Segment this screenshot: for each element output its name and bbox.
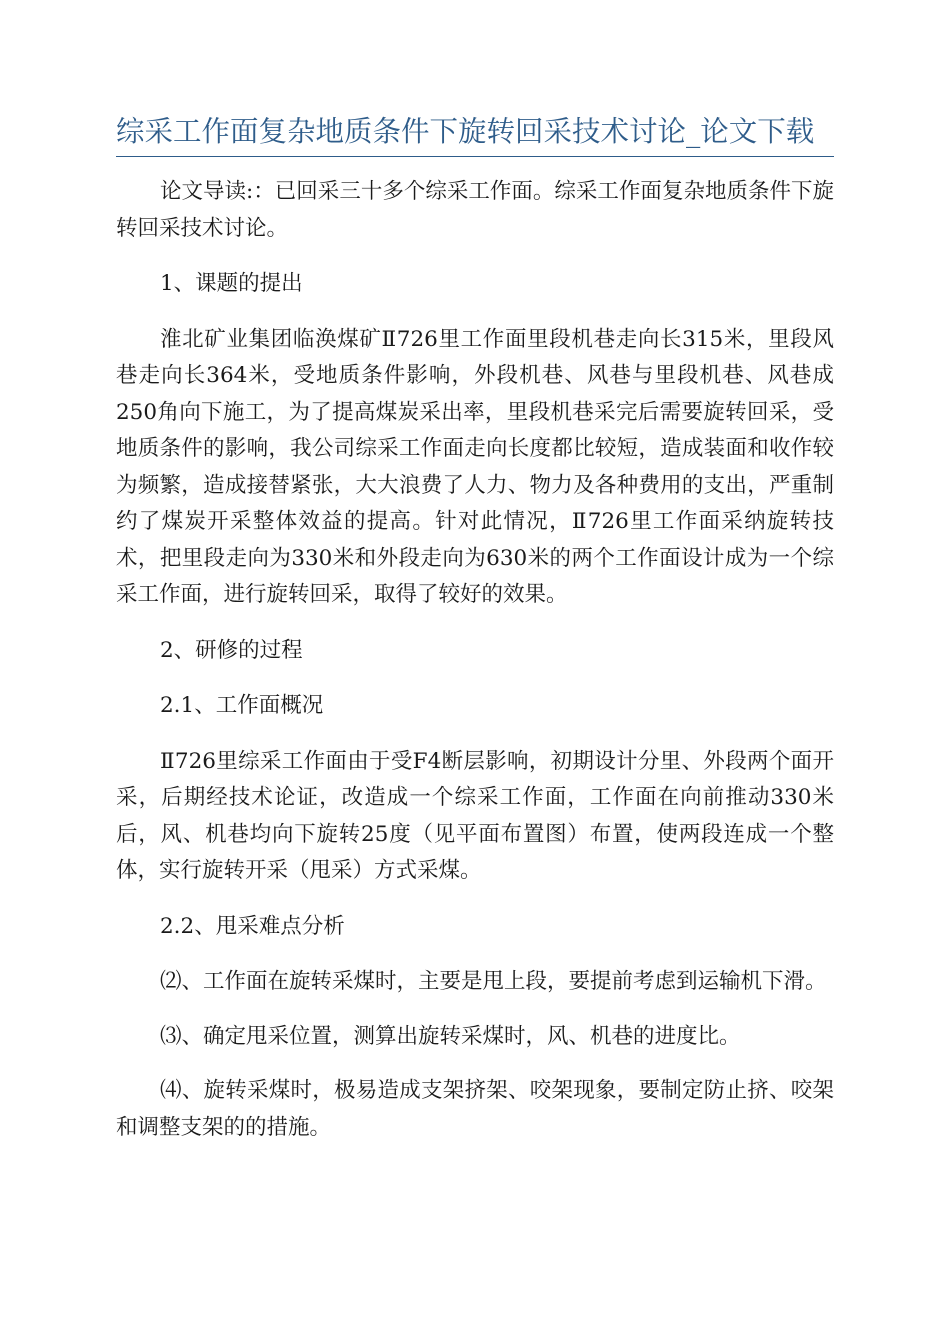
- document-title: 综采工作面复杂地质条件下旋转回采技术讨论_论文下载: [116, 115, 815, 148]
- body-paragraph: 淮北矿业集团临涣煤矿Ⅱ726里工作面里段机巷走向长315米，里段风巷走向长364米，受地质条件影响，外段机巷、风巷与里段机巷、风巷成250角向下施工，为了提高煤炭采出率，里段机巷采完后需要旋转回采，受地质条件的影响，我公司综采工作面走向长度都比较短，造成装面和收作较为频繁，造成接替紧张，大大浪费了人力、物力及各种费用的支出，严重制约了煤炭开采整体效益的提高。针对此情况，Ⅱ726里工作面采纳旋转技术，把里段走向为330米和外段走向为630米的两个工作面设计成为一个综采工作面，进行旋转回采，取得了较好的效果。: [116, 326, 834, 607]
- subsection-heading-2-1: 2.1、工作面概况: [160, 693, 324, 718]
- body-paragraph: Ⅱ726里综采工作面由于受F4断层影响，初期设计分里、外段两个面开采，后期经技术论证，改造成一个综采工作面，工作面在向前推动330米后，风、机巷均向下旋转25度（见平面布置图）布置，使两段连成一个整体，实行旋转开采（甩采）方式采煤。: [116, 748, 834, 883]
- abstract-paragraph: 论文导读:：已回采三十多个综采工作面。综采工作面复杂地质条件下旋转回采技术讨论。: [116, 179, 834, 241]
- section-heading-2: 2、研修的过程: [160, 637, 303, 663]
- list-item: ⑷、旋转采煤时，极易造成支架挤架、咬架现象，要制定防止挤、咬架和调整支架的的措施。: [116, 1078, 834, 1140]
- title-underline: [116, 156, 834, 157]
- section-heading-1: 1、课题的提出: [160, 271, 303, 296]
- list-item: ⑵、工作面在旋转采煤时，主要是甩上段，要提前考虑到运输机下滑。: [160, 969, 827, 994]
- document-body: [116, 174, 834, 1146]
- list-item: ⑶、确定甩采位置，测算出旋转采煤时，风、机巷的进度比。: [160, 1023, 741, 1049]
- subsection-heading-2-2: 2.2、甩采难点分析: [160, 913, 345, 939]
